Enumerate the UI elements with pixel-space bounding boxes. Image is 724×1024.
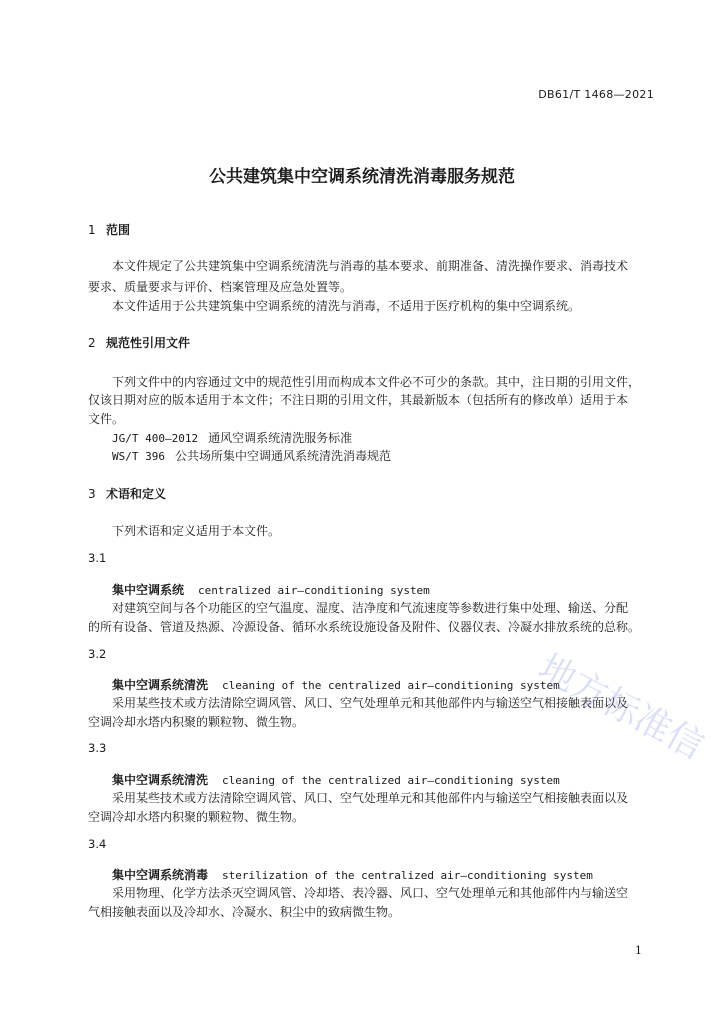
term-number: 3.3 — [88, 741, 107, 755]
term-number: 3.4 — [88, 837, 107, 851]
term-heading — [112, 866, 593, 883]
reference-code: WS/T 396 — [112, 450, 165, 463]
paragraph-line: 文件。 — [88, 412, 125, 426]
definition-line: 对建筑空间与各个功能区的空气温度、湿度、洁净度和气流速度等参数进行集中处理、输送、分配 — [112, 601, 629, 615]
term-en: sterilization of the centralized air—conditioning system — [222, 869, 593, 882]
section-number: 1 — [88, 223, 96, 237]
term-zh: 集中空调系统清洗 — [112, 773, 209, 787]
definition-line: 空调冷却水塔内积聚的颗粒物、微生物。 — [88, 715, 305, 729]
term-heading — [112, 771, 560, 788]
reference-name: 通风空调系统清洗服务标准 — [208, 431, 353, 445]
reference-name: 公共场所集中空调通风系统清洗消毒规范 — [174, 449, 391, 463]
definition-line: 的所有设备、管道及热源、冷源设备、循环水系统设施设备及附件、仪器仪表、冷凝水排放系统的总称。 — [88, 620, 641, 634]
paragraph-line: 下列术语和定义适用于本文件。 — [112, 524, 281, 538]
reference-item — [112, 447, 391, 464]
definition-line: 空调冷却水塔内积聚的颗粒物、微生物。 — [88, 810, 305, 824]
paragraph-line: 仅该日期对应的版本适用于本文件；不注日期的引用文件，其最新版本（包括所有的修改单）适用于本 — [88, 393, 629, 407]
term-heading — [112, 581, 430, 598]
reference-code: JG/T 400—2012 — [112, 432, 199, 445]
page-title: 公共建筑集中空调系统清洗消毒服务规范 — [209, 167, 515, 187]
term-en: cleaning of the centralized air—conditioning system — [222, 774, 560, 787]
term-number: 3.2 — [88, 647, 107, 661]
term-number: 3.1 — [88, 551, 107, 565]
section-number: 2 — [88, 336, 96, 350]
paragraph-line: 要求、质量要求与评价、档案管理及应急处置等。 — [88, 280, 353, 294]
definition-line: 采用物理、化学方法杀灭空调风管、冷却塔、表冷器、风口、空气处理单元和其他部件内与输送空 — [112, 886, 629, 900]
section-2-heading — [88, 334, 190, 351]
term-zh: 集中空调系统消毒 — [112, 868, 209, 882]
term-en: centralized air—conditioning system — [198, 584, 430, 597]
section-title: 术语和定义 — [106, 487, 167, 501]
term-heading — [112, 676, 560, 693]
term-zh: 集中空调系统清洗 — [112, 678, 209, 692]
page-number: 1 — [635, 944, 642, 957]
section-number: 3 — [88, 487, 96, 501]
definition-line: 采用某些技术或方法清除空调风管、风口、空气处理单元和其他部件内与输送空气相接触表面以及 — [112, 791, 629, 805]
term-en: cleaning of the centralized air—conditioning system — [222, 679, 560, 692]
section-1-heading — [88, 221, 130, 238]
paragraph-line: 下列文件中的内容通过文中的规范性引用而构成本文件必不可少的条款。其中，注日期的引用文件， — [112, 375, 641, 389]
reference-item — [112, 429, 352, 446]
document-number: DB61/T 1468—2021 — [538, 88, 654, 101]
paragraph-line: 本文件适用于公共建筑集中空调系统的清洗与消毒，不适用于医疗机构的集中空调系统。 — [112, 299, 581, 313]
term-zh: 集中空调系统 — [112, 583, 185, 597]
section-3-heading — [88, 485, 166, 502]
definition-line: 采用某些技术或方法清除空调风管、风口、空气处理单元和其他部件内与输送空气相接触表面以及 — [112, 696, 629, 710]
watermark: 地方标准信 — [531, 647, 711, 768]
definition-line: 气相接触表面以及冷却水、冷凝水、积尘中的致病微生物。 — [88, 905, 401, 919]
paragraph-line: 本文件规定了公共建筑集中空调系统清洗与消毒的基本要求、前期准备、清洗操作要求、消毒技术 — [112, 259, 629, 273]
section-title: 规范性引用文件 — [106, 336, 191, 350]
section-title: 范围 — [106, 223, 131, 237]
